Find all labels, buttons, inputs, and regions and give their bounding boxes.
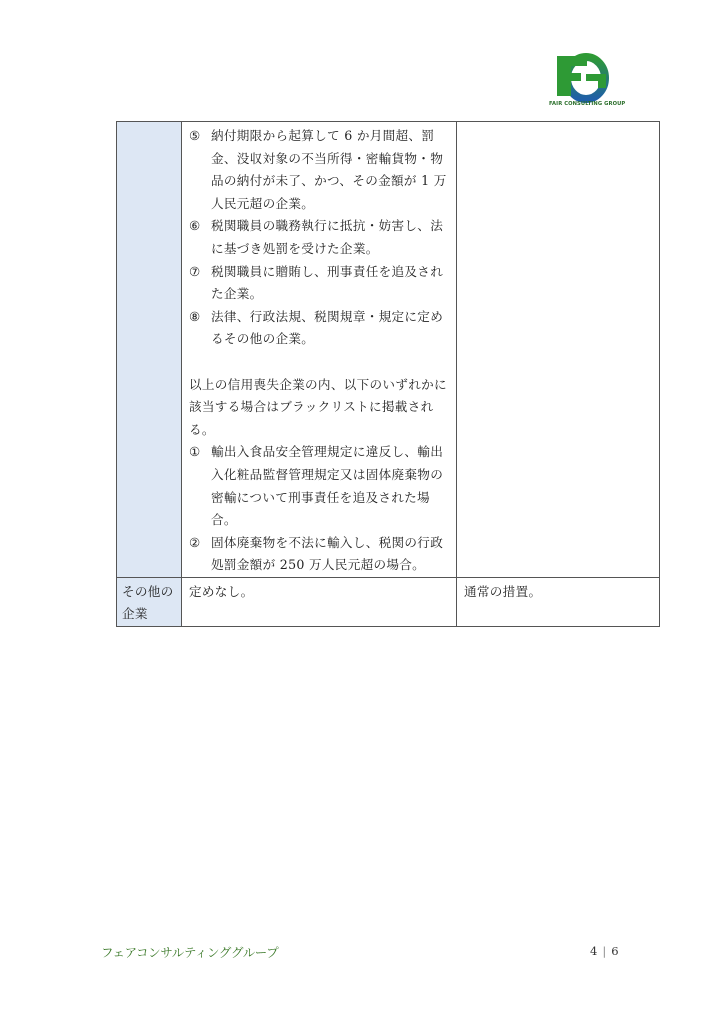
footer-company-name: フェアコンサルティンググループ (101, 945, 279, 960)
item-text: 納付期限から起算して 6 か月間超、罰金、没収対象の不当所得・密輸貨物・物品の納付が未了、かつ、その金額が 1 万人民元超の企業。 (211, 128, 447, 211)
measure-cell (457, 577, 660, 626)
list-item (189, 532, 448, 577)
row-label-cell (117, 577, 182, 626)
item-text: 税関職員に贈賄し、刑事責任を追及された企業。 (211, 263, 444, 302)
page-number (590, 944, 619, 958)
list-item (189, 441, 448, 531)
table-row (117, 122, 660, 578)
measure-cell (457, 122, 660, 578)
measure-text: 通常の措置。 (464, 583, 542, 599)
blacklist-paragraph: 以上の信用喪失企業の内、以下のいずれかに該当する場合はブラックリストに掲載される。 (189, 376, 447, 437)
page-separator: | (602, 944, 607, 958)
criteria-cell (182, 122, 457, 578)
page-current: 4 (590, 944, 598, 958)
item-text: 税関職員の職務執行に抵抗・妨害し、法に基づき処罰を受けた企業。 (211, 218, 444, 256)
logo-caption: FAIR CONSULTING GROUP (549, 101, 626, 107)
page-total: 6 (611, 944, 619, 958)
item-number: ② (189, 534, 201, 550)
row-label: その他の企業 (122, 583, 174, 622)
item-text: 固体廃棄物を不法に輸入し、税関の行政処罰金額が 250 万人民元超の場合。 (211, 534, 444, 573)
criteria-text: 定めなし。 (189, 583, 254, 599)
table-row (117, 577, 660, 626)
item-number: ⑥ (189, 218, 201, 234)
item-number: ⑦ (189, 263, 201, 279)
item-number: ① (189, 444, 201, 460)
list-item (189, 261, 448, 306)
item-text: 輸出入食品安全管理規定に違反し、輸出入化粧品監督管理規定又は固体廃棄物の密輸について刑事責任を追及された場合。 (211, 444, 444, 528)
row-label-cell (117, 122, 182, 578)
criteria-table (116, 121, 660, 627)
list-item (189, 125, 448, 215)
list-item (189, 306, 448, 351)
item-number: ⑤ (189, 128, 201, 143)
criteria-cell (182, 577, 457, 626)
list-item (189, 215, 448, 260)
item-text: 法律、行政法規、税関規章・規定に定めるその他の企業。 (211, 308, 444, 347)
item-number: ⑧ (189, 308, 201, 324)
